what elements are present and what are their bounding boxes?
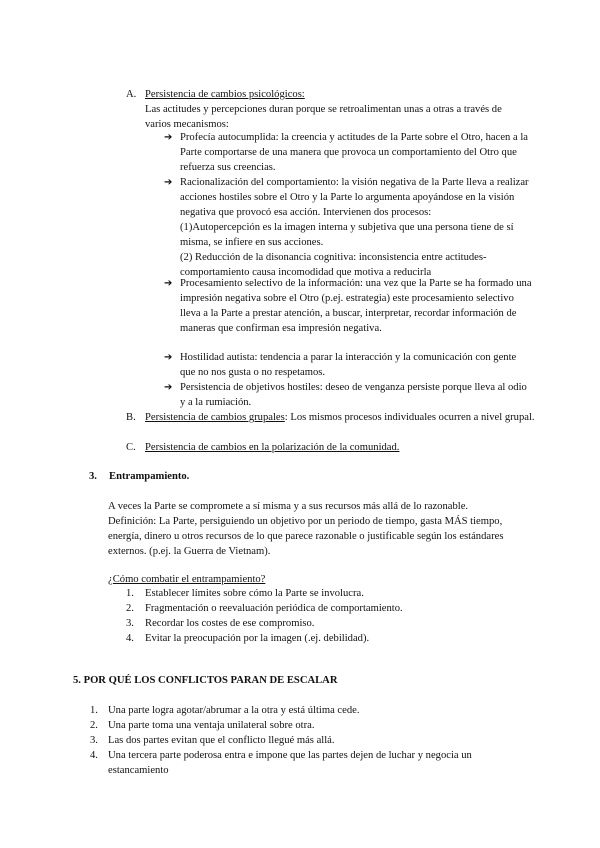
section-5-heading: 5. POR QUÉ LOS CONFLICTOS PARAN DE ESCALAR: [73, 675, 338, 686]
list-number: 2.: [90, 720, 98, 731]
arrow-icon: ➔: [164, 278, 173, 289]
bullet-text: Racionalización del comportamiento: la visión negativa de la Parte lleva a realizar acciones hostiles sobre el Otro y la Parte lo argumenta apoyándose en la visión negativa que provocó esa acción. Intervienen dos procesos:: [180, 177, 529, 218]
list-item: [90, 748, 530, 776]
arrow-icon: ➔: [164, 132, 173, 143]
section-3-title: [89, 469, 389, 484]
section-3-question: ¿Cómo combatir el entrampamiento?: [108, 574, 266, 585]
section-b-text: [145, 410, 535, 425]
list-number: 3.: [90, 735, 98, 746]
list-number: 2.: [126, 603, 134, 614]
section-c-marker: C.: [126, 442, 136, 453]
section-a-marker: A.: [126, 89, 137, 100]
section-b-rest: : Los mismos procesos individuales ocurren a nivel grupal.: [284, 412, 535, 423]
bullet-text: Procesamiento selectivo de la información: una vez que la Parte se ha formado una impresión negativa sobre el Otro (p.ej. estrategia) este procesamiento selectivo lleva a la Parte a prestar atención, a buscar, interpretar, recordar información de maneras que confirman esa impresión negativa.: [180, 278, 532, 334]
list-text: Establecer límites sobre cómo la Parte se involucra.: [145, 588, 364, 599]
bullet-text: Hostilidad autista: tendencia a parar la interacción y la comunicación con gente que no nos gusta o no respetamos.: [180, 352, 517, 378]
list-item: [90, 718, 530, 733]
list-item: [126, 631, 526, 646]
list-item: [90, 703, 530, 718]
arrow-icon: ➔: [164, 177, 173, 188]
bullet-text: Persistencia de objetivos hostiles: deseo de venganza persiste porque lleva al odio y a la rumiación.: [180, 382, 527, 408]
list-item: [126, 601, 526, 616]
section-a-intro: Las actitudes y percepciones duran porque se retroalimentan unas a otras a través de varios mecanismos:: [145, 104, 502, 130]
bullet-text: Profecía autocumplida: la creencia y actitudes de la Parte sobre el Otro, hacen a la Parte comportarse de una manera que provoca un comportamiento del Otro que refuerza sus creencias.: [180, 132, 528, 173]
list-number: 1.: [126, 588, 134, 599]
list-text: Una tercera parte poderosa entra e impone que las partes dejen de luchar y negocia un estancamiento: [108, 750, 472, 776]
section-3-para1: A veces la Parte se compromete a sí misma y a sus recursos más allá de lo razonable.: [108, 501, 469, 512]
section-c-heading: Persistencia de cambios en la polarización de la comunidad.: [145, 442, 400, 453]
list-number: 3.: [126, 618, 134, 629]
list-item: [126, 616, 526, 631]
list-text: Evitar la preocupación por la imagen (.ej. debilidad).: [145, 633, 370, 644]
list-text: Las dos partes evitan que el conflicto llegué más allá.: [108, 735, 335, 746]
section-a-heading: Persistencia de cambios psicológicos:: [145, 89, 305, 100]
section-3-heading: Entrampamiento.: [109, 471, 190, 482]
bullet-subtext: (1)Autopercepción es la imagen interna y subjetiva que una persona tiene de sí misma, se infiere en sus acciones.: [180, 222, 514, 248]
list-text: Recordar los costes de ese compromiso.: [145, 618, 315, 629]
list-number: 4.: [90, 750, 98, 761]
list-number: 4.: [126, 633, 134, 644]
list-text: Fragmentación o reevaluación periódica de comportamiento.: [145, 603, 403, 614]
list-number: 1.: [90, 705, 98, 716]
list-item: [90, 733, 530, 748]
arrow-icon: ➔: [164, 352, 173, 363]
list-item: [126, 586, 526, 601]
bullet-subtext: (2) Reducción de la disonancia cognitiva: inconsistencia entre actitudes-comportamiento causa incomodidad que motiva a reducirla: [180, 252, 487, 278]
arrow-icon: ➔: [164, 382, 173, 393]
list-text: Una parte logra agotar/abrumar a la otra y está última cede.: [108, 705, 360, 716]
section-3-para2: Definición: La Parte, persiguiendo un objetivo por un periodo de tiempo, gasta MÁS tiempo, energía, dinero u otros recursos de lo que parece razonable o justificable según los estándares externos. (p.ej. la Guerra de Vietnam).: [108, 516, 504, 557]
section-b-heading: Persistencia de cambios grupales: [145, 412, 285, 423]
section-3-number: 3.: [89, 471, 97, 482]
section-b-marker: B.: [126, 412, 136, 423]
list-text: Una parte toma una ventaja unilateral sobre otra.: [108, 720, 315, 731]
